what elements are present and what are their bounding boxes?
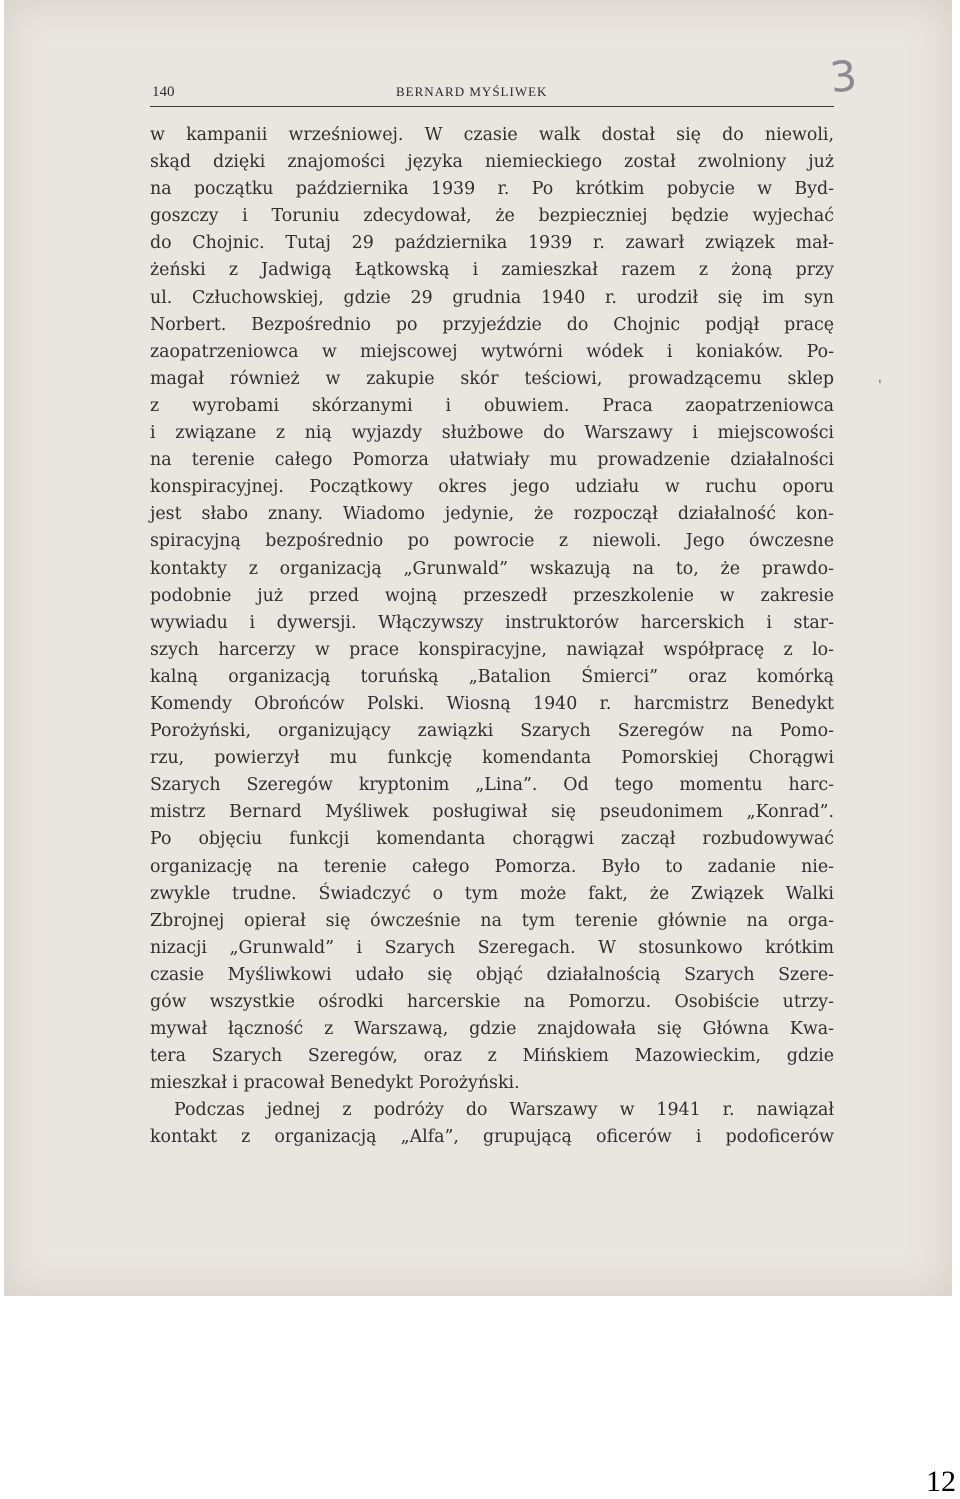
text-line: Podczas jednej z podróży do Warszawy w 1941 r. nawiązał [174, 1100, 834, 1121]
text-line: do Chojnic. Tutaj 29 października 1939 r. zawarł związek mał- [150, 233, 834, 254]
text-line: kontakty z organizacją „Grunwald” wskazują na to, że prawdo- [150, 558, 834, 579]
text-line: rzu, powierzył mu funkcję komendanta Pomorskiej Chorągwi [150, 748, 834, 769]
text-line: na terenie całego Pomorza ułatwiały mu prowadzenie działalności [150, 450, 834, 471]
text-line: kontakt z organizacją „Alfa”, grupującą oficerów i podoficerów [150, 1127, 834, 1148]
text-line: podobnie już przed wojną przeszedł przeszkolenie w zakresie [150, 585, 834, 606]
text-line: spiracyjną bezpośrednio po powrocie z niewoli. Jego ówczesne [150, 531, 834, 552]
page-header [150, 80, 834, 107]
text-line: nizacji „Grunwald” i Szarych Szeregach. W stosunkowo krótkim [150, 937, 834, 958]
text-line: Komendy Obrońców Polski. Wiosną 1940 r. harcmistrz Benedykt [150, 693, 834, 714]
corner-page-number: 12 [926, 1465, 956, 1498]
text-line: organizację na terenie całego Pomorza. Było to zadanie nie- [150, 856, 834, 877]
text-line: wywiadu i dywersji. Włączywszy instruktorów harcerskich i star- [150, 612, 834, 633]
text-line: kalną organizacją toruńską „Batalion Śmierci” oraz komórką [150, 666, 834, 687]
text-line: w kampanii wrześniowej. W czasie walk dostał się do niewoli, [150, 125, 834, 145]
body-text [150, 122, 834, 1152]
scanned-page [4, 0, 952, 1296]
text-line: żeński z Jadwigą Łątkowską i zamieszkał razem z żoną przy [150, 260, 834, 281]
margin-mark: ' [878, 378, 882, 394]
text-line: zwykle trudne. Świadczyć o tym może fakt, że Związek Walki [150, 883, 834, 904]
text-line: i związane z nią wyjazdy służbowe do Warszawy i miejscowości [150, 423, 834, 444]
text-line: tera Szarych Szeregów, oraz z Mińskiem Mazowieckim, gdzie [150, 1046, 834, 1067]
pencil-annotation: 3 [827, 50, 860, 103]
text-line: z wyrobami skórzanymi i obuwiem. Praca zaopatrzeniowca [150, 395, 834, 416]
text-line: Po objęciu funkcji komendanta chorągwi zaczął rozbudowywać [150, 829, 834, 850]
text-line: Szarych Szeregów kryptonim „Lina”. Od tego momentu harc- [150, 775, 834, 796]
text-line: mieszkał i pracował Benedykt Porożyński. [150, 1073, 520, 1094]
page-number: 140 [152, 84, 175, 100]
text-line: konspiracyjnej. Początkowy okres jego udziału w ruchu oporu [150, 477, 834, 498]
text-line: jest słabo znany. Wiadomo jedynie, że rozpoczął działalność kon- [150, 504, 834, 525]
text-line: Norbert. Bezpośrednio po przyjeździe do Chojnic podjął pracę [150, 314, 834, 335]
text-line: goszczy i Toruniu zdecydował, że bezpieczniej będzie wyjechać [150, 206, 834, 227]
text-line: gów wszystkie ośrodki harcerskie na Pomorzu. Osobiście utrzy- [150, 992, 834, 1012]
text-line: magał również w zakupie skór teściowi, prowadzącemu sklep [150, 368, 834, 389]
running-head: BERNARD MYŚLIWEK [396, 84, 548, 99]
text-line: zaopatrzeniowca w miejscowej wytwórni wódek i koniaków. Po- [150, 341, 834, 362]
text-line: skąd dzięki znajomości języka niemieckiego został zwolniony już [150, 152, 834, 173]
text-line: Porożyński, organizujący zawiązki Szarych Szeregów na Pomo- [150, 721, 834, 742]
text-line: ul. Człuchowskiej, gdzie 29 grudnia 1940 r. urodził się im syn [150, 287, 834, 308]
text-line: czasie Myśliwkowi udało się objąć działalnością Szarych Szere- [150, 964, 834, 985]
text-line: mistrz Bernard Myśliwek posługiwał się pseudonimem „Konrad”. [150, 802, 834, 823]
text-line: szych harcerzy w prace konspiracyjne, nawiązał współpracę z lo- [150, 639, 834, 660]
text-line: mywał łączność z Warszawą, gdzie znajdowała się Główna Kwa- [150, 1019, 834, 1040]
text-line: na początku października 1939 r. Po krótkim pobycie w Byd- [150, 179, 834, 200]
text-line: Zbrojnej opierał się ówcześnie na tym terenie głównie na orga- [150, 910, 834, 931]
